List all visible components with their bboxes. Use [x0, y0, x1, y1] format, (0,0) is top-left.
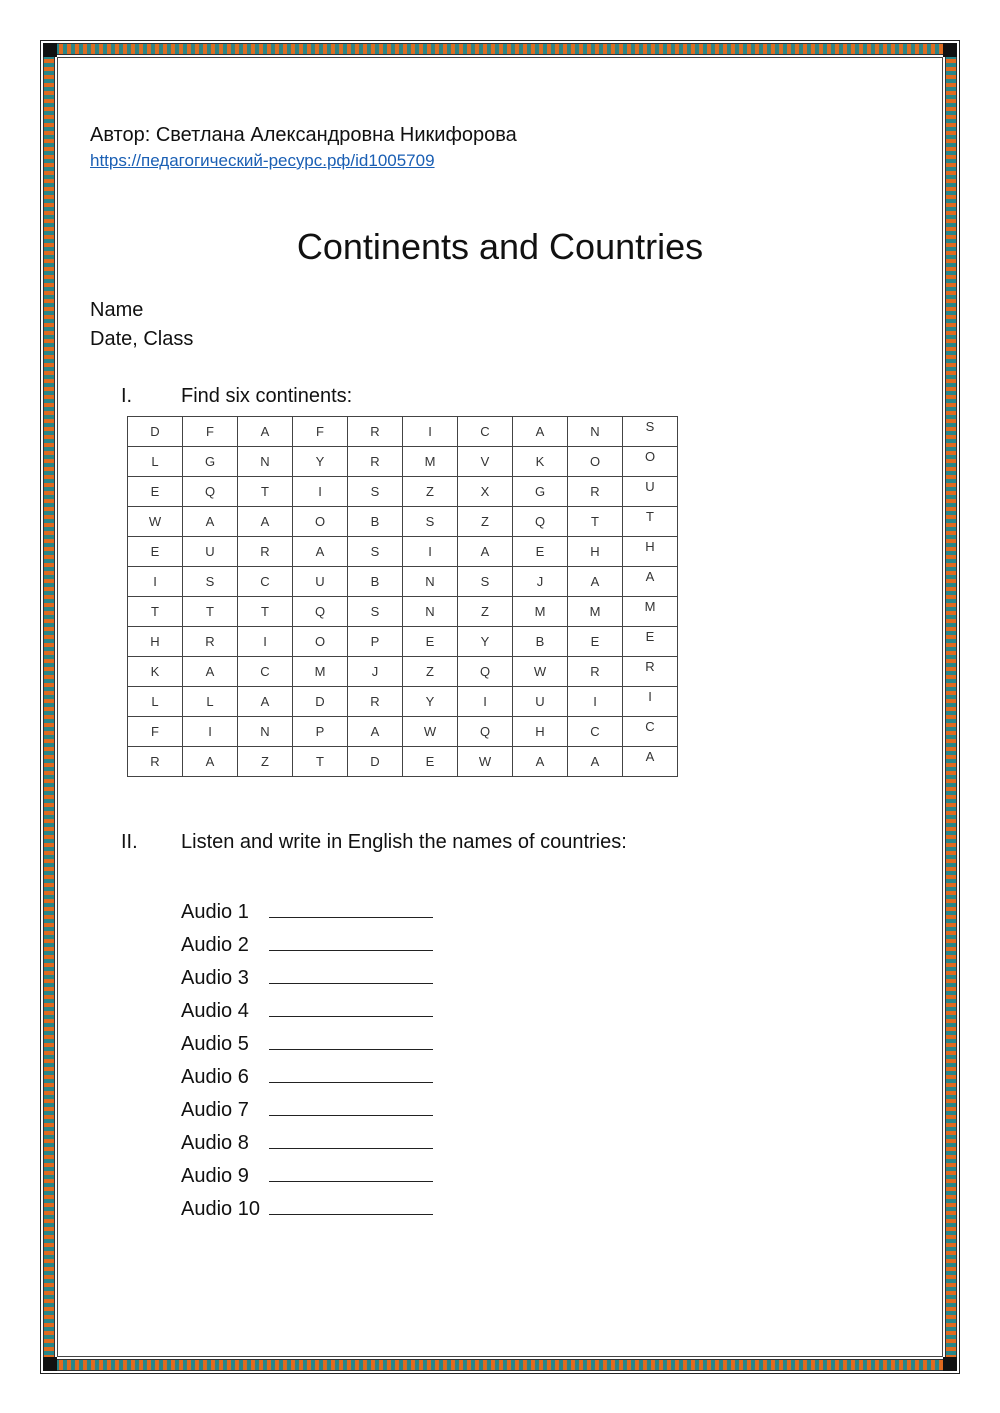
grid-cell[interactable]: U	[183, 537, 238, 567]
grid-cell[interactable]: A	[183, 507, 238, 537]
audio-label: Audio 7	[181, 1099, 249, 1121]
name-label: Name	[90, 299, 144, 321]
grid-cell[interactable]: E	[128, 537, 183, 567]
section-2-instruction: Listen and write in English the names of countries:	[181, 831, 627, 853]
decorative-border-top	[43, 43, 957, 55]
grid-cell[interactable]: O	[623, 447, 678, 477]
grid-cell[interactable]: C	[623, 717, 678, 747]
grid-cell[interactable]: S	[623, 417, 678, 447]
grid-cell[interactable]: M	[513, 597, 568, 627]
answer-blank-line[interactable]	[269, 996, 433, 1017]
grid-cell[interactable]: Y	[293, 447, 348, 477]
border-corner-top-right	[943, 43, 957, 57]
grid-cell[interactable]: T	[238, 597, 293, 627]
grid-cell[interactable]: K	[128, 657, 183, 687]
audio-item	[181, 1029, 433, 1062]
grid-cell[interactable]: Z	[458, 507, 513, 537]
grid-cell[interactable]: R	[128, 747, 183, 777]
grid-cell[interactable]: O	[293, 627, 348, 657]
grid-cell[interactable]: A	[238, 687, 293, 717]
grid-cell[interactable]: F	[183, 417, 238, 447]
grid-row	[128, 447, 678, 477]
grid-cell[interactable]: N	[568, 417, 623, 447]
grid-cell[interactable]: S	[348, 477, 403, 507]
answer-blank-line[interactable]	[269, 963, 433, 984]
grid-cell[interactable]: I	[403, 417, 458, 447]
grid-cell[interactable]: I	[128, 567, 183, 597]
grid-cell[interactable]: E	[403, 627, 458, 657]
grid-cell[interactable]: W	[458, 747, 513, 777]
grid-cell[interactable]: S	[403, 507, 458, 537]
grid-cell[interactable]: H	[128, 627, 183, 657]
audio-item	[181, 1194, 433, 1227]
grid-cell[interactable]: D	[128, 417, 183, 447]
grid-cell[interactable]: E	[568, 627, 623, 657]
grid-cell[interactable]: A	[513, 747, 568, 777]
section-1-number: I.	[121, 385, 133, 407]
grid-cell[interactable]: U	[513, 687, 568, 717]
grid-cell[interactable]: A	[183, 747, 238, 777]
audio-answer-list	[181, 897, 433, 1227]
grid-cell[interactable]: R	[348, 447, 403, 477]
grid-cell[interactable]: V	[458, 447, 513, 477]
grid-cell[interactable]: B	[513, 627, 568, 657]
grid-cell[interactable]: I	[183, 717, 238, 747]
author-line: Автор: Светлана Александровна Никифорова	[90, 124, 517, 146]
grid-cell[interactable]: C	[238, 567, 293, 597]
grid-cell[interactable]: S	[348, 597, 403, 627]
audio-label: Audio 5	[181, 1033, 249, 1055]
grid-cell[interactable]: Z	[403, 657, 458, 687]
grid-cell[interactable]: A	[458, 537, 513, 567]
audio-item	[181, 1095, 433, 1128]
grid-cell[interactable]: Q	[513, 507, 568, 537]
grid-cell[interactable]: A	[568, 747, 623, 777]
grid-row	[128, 417, 678, 447]
grid-cell[interactable]: D	[293, 687, 348, 717]
grid-cell[interactable]: K	[513, 447, 568, 477]
audio-item	[181, 996, 433, 1029]
grid-cell[interactable]: E	[623, 627, 678, 657]
audio-item	[181, 1161, 433, 1194]
grid-cell[interactable]: G	[183, 447, 238, 477]
grid-cell[interactable]: Q	[183, 477, 238, 507]
section-2-number: II.	[121, 831, 138, 853]
grid-cell[interactable]: Y	[403, 687, 458, 717]
grid-cell[interactable]: R	[623, 657, 678, 687]
grid-cell[interactable]: O	[293, 507, 348, 537]
section-1-instruction: Find six continents:	[181, 385, 353, 407]
grid-cell[interactable]: F	[128, 717, 183, 747]
audio-label: Audio 10	[181, 1198, 260, 1220]
grid-cell[interactable]: C	[238, 657, 293, 687]
audio-label: Audio 6	[181, 1066, 249, 1088]
audio-item	[181, 963, 433, 996]
grid-cell[interactable]: A	[183, 657, 238, 687]
grid-cell[interactable]: H	[623, 537, 678, 567]
grid-cell[interactable]: T	[238, 477, 293, 507]
grid-cell[interactable]: T	[293, 747, 348, 777]
audio-label: Audio 8	[181, 1132, 249, 1154]
audio-label: Audio 1	[181, 901, 249, 923]
grid-cell[interactable]: A	[238, 507, 293, 537]
page-title: Continents and Countries	[296, 226, 704, 267]
border-corner-bottom-left	[43, 1357, 57, 1371]
grid-row	[128, 717, 678, 747]
grid-cell[interactable]: M	[293, 657, 348, 687]
grid-cell[interactable]: M	[568, 597, 623, 627]
grid-cell[interactable]: A	[623, 567, 678, 597]
grid-cell[interactable]: A	[238, 417, 293, 447]
audio-item	[181, 1062, 433, 1095]
grid-cell[interactable]: E	[403, 747, 458, 777]
border-corner-bottom-right	[943, 1357, 957, 1371]
audio-item	[181, 1128, 433, 1161]
audio-item	[181, 930, 433, 963]
grid-cell[interactable]: N	[403, 597, 458, 627]
grid-cell[interactable]: X	[458, 477, 513, 507]
grid-cell[interactable]: T	[128, 597, 183, 627]
grid-row	[128, 477, 678, 507]
audio-label: Audio 9	[181, 1165, 249, 1187]
grid-cell[interactable]: E	[128, 477, 183, 507]
grid-cell[interactable]: R	[348, 687, 403, 717]
grid-cell[interactable]: A	[293, 537, 348, 567]
grid-row	[128, 687, 678, 717]
border-corner-top-left	[43, 43, 57, 57]
grid-cell[interactable]: N	[238, 717, 293, 747]
grid-row	[128, 567, 678, 597]
grid-cell[interactable]: I	[458, 687, 513, 717]
answer-blank-line[interactable]	[269, 1062, 433, 1083]
answer-blank-line[interactable]	[269, 897, 433, 918]
grid-cell[interactable]: J	[513, 567, 568, 597]
grid-cell[interactable]: N	[238, 447, 293, 477]
grid-cell[interactable]: Q	[458, 717, 513, 747]
grid-cell[interactable]: F	[293, 417, 348, 447]
grid-cell[interactable]: O	[568, 447, 623, 477]
audio-label: Audio 2	[181, 934, 249, 956]
grid-cell[interactable]: R	[568, 477, 623, 507]
grid-cell[interactable]: H	[513, 717, 568, 747]
grid-row	[128, 747, 678, 777]
grid-row	[128, 537, 678, 567]
grid-cell[interactable]: Y	[458, 627, 513, 657]
grid-cell[interactable]: I	[623, 687, 678, 717]
grid-cell[interactable]: T	[568, 507, 623, 537]
grid-cell[interactable]: I	[568, 687, 623, 717]
audio-label: Audio 3	[181, 967, 249, 989]
grid-cell[interactable]: E	[513, 537, 568, 567]
answer-blank-line[interactable]	[269, 930, 433, 951]
grid-cell[interactable]: T	[623, 507, 678, 537]
grid-cell[interactable]: S	[183, 567, 238, 597]
answer-blank-line[interactable]	[269, 1095, 433, 1116]
grid-cell[interactable]: U	[623, 477, 678, 507]
grid-cell[interactable]: N	[403, 567, 458, 597]
grid-cell[interactable]: W	[128, 507, 183, 537]
grid-cell[interactable]: S	[348, 537, 403, 567]
word-search-grid	[127, 416, 678, 777]
grid-cell[interactable]: M	[623, 597, 678, 627]
grid-cell[interactable]: R	[238, 537, 293, 567]
grid-row	[128, 507, 678, 537]
grid-cell[interactable]: Z	[403, 477, 458, 507]
grid-cell[interactable]: L	[128, 447, 183, 477]
grid-row	[128, 597, 678, 627]
answer-blank-line[interactable]	[269, 1194, 433, 1215]
date-class-label: Date, Class	[90, 328, 194, 350]
grid-cell[interactable]: D	[348, 747, 403, 777]
grid-cell[interactable]: M	[403, 447, 458, 477]
grid-cell[interactable]: R	[348, 417, 403, 447]
grid-cell[interactable]: I	[238, 627, 293, 657]
grid-cell[interactable]: P	[348, 627, 403, 657]
grid-cell[interactable]: S	[458, 567, 513, 597]
source-link[interactable]: https://педагогический-ресурс.рф/id1005709	[90, 151, 435, 170]
audio-label: Audio 4	[181, 1000, 249, 1022]
grid-cell[interactable]: C	[458, 417, 513, 447]
grid-cell[interactable]: T	[183, 597, 238, 627]
answer-blank-line[interactable]	[269, 1128, 433, 1149]
grid-cell[interactable]: C	[568, 717, 623, 747]
grid-cell[interactable]: P	[293, 717, 348, 747]
grid-cell[interactable]: R	[183, 627, 238, 657]
grid-cell[interactable]: W	[513, 657, 568, 687]
grid-cell[interactable]: U	[293, 567, 348, 597]
grid-cell[interactable]: R	[568, 657, 623, 687]
grid-cell[interactable]: Q	[293, 597, 348, 627]
grid-cell[interactable]: G	[513, 477, 568, 507]
grid-cell[interactable]: B	[348, 567, 403, 597]
grid-cell[interactable]: A	[623, 747, 678, 777]
answer-blank-line[interactable]	[269, 1029, 433, 1050]
grid-cell[interactable]: Q	[458, 657, 513, 687]
grid-cell[interactable]: A	[513, 417, 568, 447]
grid-cell[interactable]: A	[568, 567, 623, 597]
grid-cell[interactable]: I	[403, 537, 458, 567]
grid-cell[interactable]: L	[183, 687, 238, 717]
grid-cell[interactable]: L	[128, 687, 183, 717]
grid-cell[interactable]: B	[348, 507, 403, 537]
grid-row	[128, 627, 678, 657]
audio-item	[181, 897, 433, 930]
grid-row	[128, 657, 678, 687]
grid-cell[interactable]: H	[568, 537, 623, 567]
grid-cell[interactable]: W	[403, 717, 458, 747]
grid-cell[interactable]: J	[348, 657, 403, 687]
grid-cell[interactable]: I	[293, 477, 348, 507]
grid-cell[interactable]: Z	[458, 597, 513, 627]
grid-cell[interactable]: Z	[238, 747, 293, 777]
decorative-border-bottom	[43, 1359, 957, 1371]
answer-blank-line[interactable]	[269, 1161, 433, 1182]
grid-cell[interactable]: A	[348, 717, 403, 747]
